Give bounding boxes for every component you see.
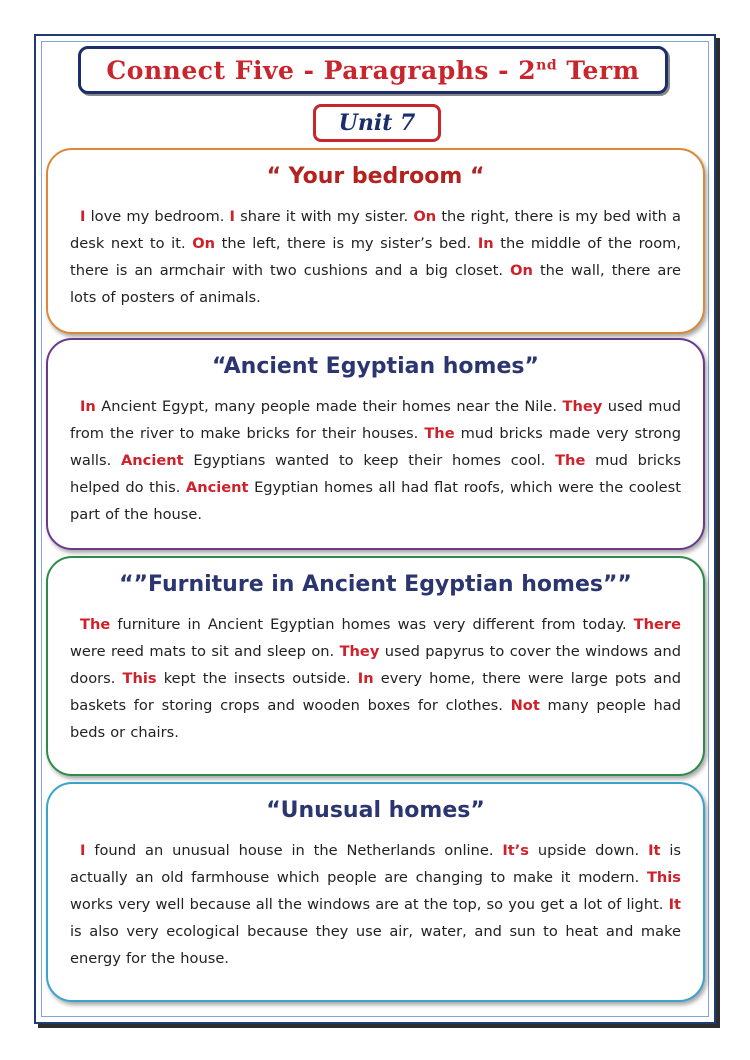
connector-word: It <box>648 842 661 859</box>
connector-word: On <box>192 235 216 252</box>
connector-word: This <box>646 869 681 886</box>
connector-word: I <box>80 842 86 859</box>
paragraph-text: found an unusual house in the Netherlands online. <box>85 842 503 859</box>
paragraph-text: mud bricks made very strong walls. <box>70 425 681 469</box>
paragraph-card-ancient-egyptian-homes <box>46 338 705 550</box>
page-title <box>106 56 639 85</box>
paragraph-text: every home, there were large pots and baskets for storing crops and wooden boxes for clothes. <box>70 670 681 714</box>
paragraph-card-furniture <box>46 556 705 776</box>
paragraph-title: “Ancient Egyptian homes” <box>212 354 539 379</box>
paragraph-text: is also very ecological because they use air, water, and sun to heat and make energy for the house. <box>70 923 681 967</box>
paragraph-text: furniture in Ancient Egyptian homes was very different from today. <box>110 616 634 633</box>
paragraph-body <box>70 611 681 746</box>
paragraph-body <box>70 203 681 311</box>
paragraph-text: share it with my sister. <box>234 208 414 225</box>
paragraph-title: “ Your bedroom “ <box>266 164 485 189</box>
connector-word: On <box>413 208 437 225</box>
connector-word: Ancient <box>185 479 249 496</box>
paragraph-text: used papyrus to cover the windows and doors. <box>70 643 681 687</box>
paragraph-text: many people had beds or chairs. <box>70 697 681 741</box>
paragraph-text: the wall, there are lots of posters of animals. <box>70 262 682 306</box>
connector-word: In <box>477 235 494 252</box>
paragraph-text: Egyptians wanted to keep their homes cool. <box>183 452 556 469</box>
connector-word: In <box>357 670 374 687</box>
connector-word: It <box>668 896 681 913</box>
connector-word: The <box>424 425 455 442</box>
connector-word: The <box>80 616 111 633</box>
paragraph-text: Egyptian homes all had flat roofs, which were the coolest part of the house. <box>70 479 681 523</box>
unit-label: Unit 7 <box>338 110 416 136</box>
paragraph-text: mud bricks helped do this. <box>70 452 681 496</box>
paragraph-card-bedroom <box>46 148 705 334</box>
paragraph-body <box>70 837 681 972</box>
connector-word: I <box>229 208 235 225</box>
paragraph-text: the left, there is my sister’s bed. <box>215 235 478 252</box>
connector-word: Not <box>510 697 540 714</box>
paragraph-text: the right, there is my bed with a desk next to it. <box>70 208 681 252</box>
connector-word: They <box>339 643 380 660</box>
paragraph-text: love my bedroom. <box>85 208 230 225</box>
title-main: Connect Five - Paragraphs - 2 <box>106 55 537 85</box>
connector-word: On <box>510 262 533 279</box>
connector-word: There <box>633 616 681 633</box>
connector-word: In <box>80 398 96 415</box>
paragraph-text: works very well because all the windows are at the top, so you get a lot of light. <box>70 896 669 913</box>
paragraph-text: used mud from the river to make bricks for their houses. <box>70 398 681 442</box>
connector-word: This <box>122 670 157 687</box>
title-tail: Term <box>557 55 640 85</box>
paragraph-text: kept the insects outside. <box>156 670 358 687</box>
paragraph-body <box>70 393 681 528</box>
title-banner <box>78 46 668 94</box>
title-superscript: nd <box>536 57 558 74</box>
connector-word: They <box>562 398 603 415</box>
unit-badge <box>313 104 441 142</box>
connector-word: It’s <box>502 842 529 859</box>
paragraph-text: Ancient Egypt, many people made their homes near the Nile. <box>95 398 563 415</box>
paragraph-text: the middle of the room, there is an armchair with two cushions and a big closet. <box>70 235 682 279</box>
paragraph-title: “Unusual homes” <box>266 798 485 823</box>
paragraph-card-unusual-homes <box>46 782 705 1002</box>
connector-word: Ancient <box>121 452 184 469</box>
paragraph-text: were reed mats to sit and sleep on. <box>70 643 340 660</box>
paragraph-title: “”Furniture in Ancient Egyptian homes”” <box>119 572 632 597</box>
connector-word: I <box>80 208 86 225</box>
paragraph-text: is actually an old farmhouse which people are changing to make it modern. <box>70 842 682 886</box>
paragraph-text: upside down. <box>528 842 649 859</box>
connector-word: The <box>555 452 586 469</box>
